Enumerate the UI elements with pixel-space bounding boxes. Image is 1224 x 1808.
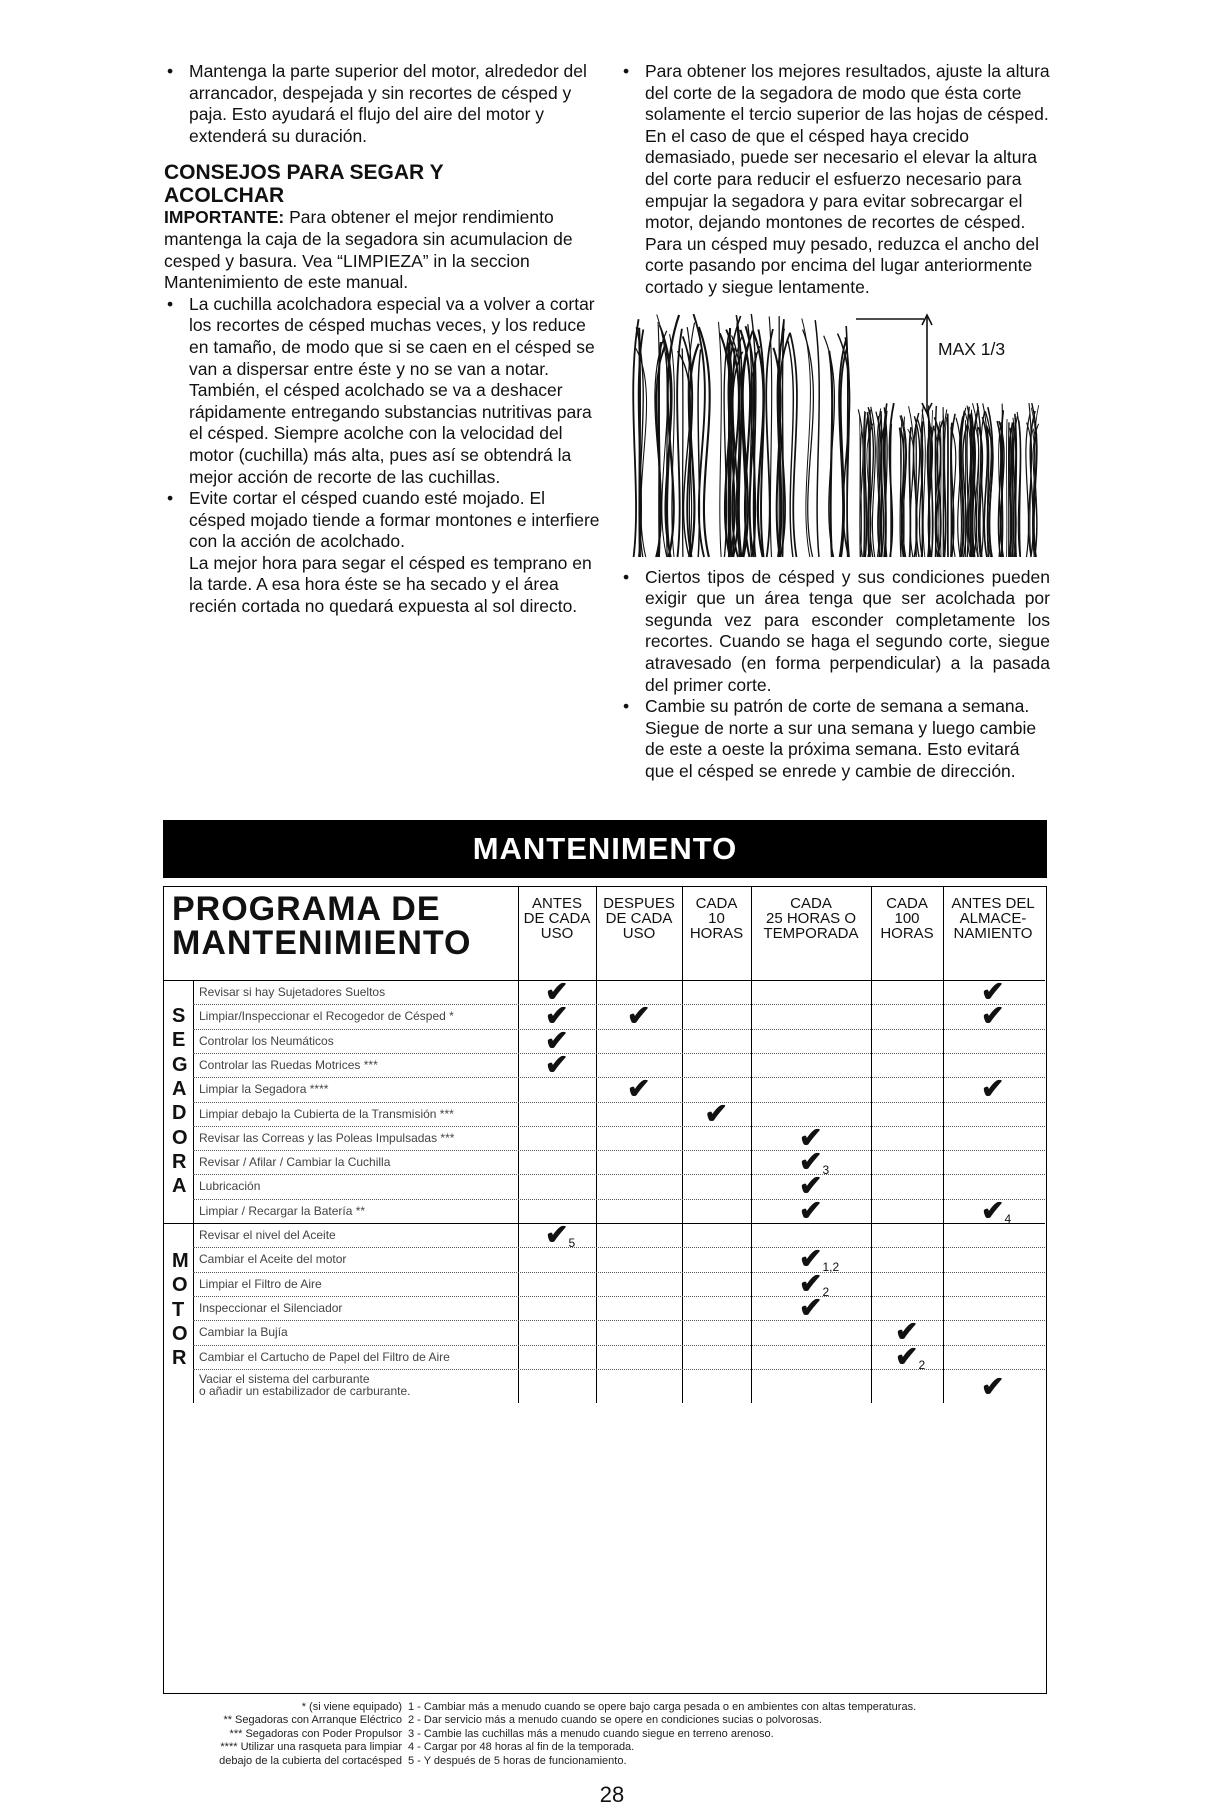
check-icon: ✔ [627,1073,650,1104]
important-text: Para obtener el mejor rendimiento mantenga la caja de la segadora sin acumulacion de cesped y basura. Vea “LIMPIEZA” in la seccion Mantenimiento de este manual. [164,207,573,292]
table-row-label: Inspeccionar el Silenciador [199,1301,342,1315]
column-header [518,896,596,941]
label-column-divider [193,980,194,1403]
group-letter: A [172,1174,186,1198]
row-divider [193,1199,1045,1200]
cut-height-bullet: • Para obtener los mejores resultados, ajuste la altura del corte de la segadora de modo que ésta corte solamente el tercio superior de las hojas de césped. En el caso de que el césped haya crecido demasiado, puede ser necesario el elevar la altura del corte para reducir el esfuerzo necesario para empujar la segadora y para evitar sobrecargar el motor, dejando montones de recortes de césped. Para un césped muy pesado, reduzca el ancho del corte pasando por encima del lugar anteriormente cortado y siegue lentamente. [620,61,1050,299]
right-column [620,61,1050,782]
column-header-line: DE CADA [596,911,682,926]
check-mark [627,1077,650,1101]
schedule-title-line-1: PROGRAMA DE [172,892,471,926]
grass-blade [815,320,819,557]
grass-blade [824,335,835,556]
row-divider [193,1077,1045,1078]
table-row-label: Controlar los Neumáticos [199,1034,334,1048]
check-mark [627,1004,650,1028]
check-mark [799,1199,822,1223]
table-row-label: Cambiar el Cartucho de Papel del Filtro de Aire [199,1350,450,1364]
schedule-title [172,892,471,960]
grass-blade [718,321,721,556]
check-icon: ✔ [627,1000,650,1031]
column-divider [751,886,752,1403]
table-row-label: Limpiar debajo la Cubierta de la Transmisión *** [199,1107,454,1121]
wet-grass-bullet: • Evite cortar el césped cuando esté mojado. El césped mojado tiende a formar montones e interfiere con la acción de acolchado. [164,488,604,553]
important-paragraph [164,207,604,293]
row-divider [193,1126,1045,1127]
check-footnote-ref: 4 [1004,1212,1011,1226]
column-header-line: NAMIENTO [943,926,1043,941]
check-icon: ✔ [981,976,1004,1007]
grass-blade [659,341,661,556]
check-footnote-ref: 1,2 [822,1260,839,1274]
column-divider [682,886,683,1403]
grass-blade [677,328,682,556]
grass-height-figure [624,307,1044,561]
column-header [682,896,751,941]
check-icon: ✔ [799,1146,822,1177]
table-row-label: Cambiar la Bujía [199,1325,288,1339]
cut-grass-blade [1026,413,1030,557]
grass-blade [639,327,640,556]
row-divider [193,1029,1045,1030]
row-divider [193,1174,1045,1175]
footnotes-left [170,1701,402,1768]
row-divider [193,1150,1045,1151]
column-header-line: HORAS [682,926,751,941]
table-row-label: Revisar las Correas y las Poleas Impulsadas *** [199,1131,454,1145]
footnote: 5 - Y después de 5 horas de funcionamiento. [408,1755,1088,1768]
footnote: 4 - Cargar por 48 horas al fin de la temporada. [408,1741,1088,1754]
group-letter: D [172,1101,186,1125]
column-divider [518,886,519,1403]
cut-grass-blade [1007,419,1008,557]
check-icon: ✔ [799,1195,822,1226]
section-banner [163,820,1047,878]
grass-blade [633,319,638,557]
check-icon: ✔ [705,1098,728,1129]
header-divider [163,980,1045,981]
page-number: 28 [0,1782,1224,1808]
table-row-label: Limpiar el Filtro de Aire [199,1277,322,1291]
important-label: IMPORTANTE: [164,207,284,227]
footnote: debajo de la cubierta del cortacésped [170,1755,402,1768]
table-row-label: Controlar las Ruedas Motrices *** [199,1058,378,1072]
column-header-line: DE CADA [518,911,596,926]
mulch-bullet: • La cuchilla acolchadora especial va a volver a cortar los recortes de césped muchas veces, y los reduce en tamaño, de modo que si se caen en el césped se van a dispersar entre éste y no se van a notar. También, el césped acolchado se va a deshacer rápidamente entregando substancias nutritivas para el césped. Siempre acolche con la velocidad del motor (cuchilla) más alta, pues así se obtendrá la mejor acción de recorte de las cuchillas. [164,294,604,488]
group-letter: O [172,1273,188,1297]
footnote: 3 - Cambie las cuchillas más a menudo cuando siegue en terreno arenoso. [408,1728,1088,1741]
table-row-label: Revisar el nivel del Aceite [199,1228,336,1242]
footnote: ** Segadoras con Arranque Eléctrico [170,1714,402,1727]
row-divider [193,1247,1045,1248]
check-mark [799,1296,822,1320]
table-row-label: Limpiar / Recargar la Batería ** [199,1204,365,1218]
check-footnote-ref: 2 [822,1285,829,1299]
check-icon: ✔ [981,1371,1004,1402]
column-header-line: CADA [751,896,871,911]
column-header-line: CADA [871,896,943,911]
group-letter: O [172,1126,188,1150]
second-pass-bullet: • Ciertos tipos de césped y sus condiciones pueden exigir que un área tenga que ser acolchada por segunda vez para esconder completamente los recortes. Cuando se haga el segundo corte, siegue atravesado (en forma perpendicular) a la pasada del primer corte. [620,567,1050,697]
footnote: * (si viene equipado) [170,1701,402,1714]
table-row-label [199,1373,410,1397]
check-icon: ✔ [545,1025,568,1056]
group-letter: G [172,1053,188,1077]
row-divider [193,1272,1045,1273]
footnotes-right [408,1701,1088,1768]
check-mark [545,1053,568,1077]
table-row-label: Revisar / Afilar / Cambiar la Cuchilla [199,1155,390,1169]
check-icon: ✔ [799,1268,822,1299]
heading-line-1: CONSEJOS PARA SEGAR Y [164,161,604,184]
best-time-paragraph: La mejor hora para segar el césped es temprano en la tarde. A esa hora éste se ha secado y el área recién cortada no quedará expuesta al sol directo. [164,553,604,618]
table-row-label-line: o añadir un estabilizador de carburante. [199,1385,410,1397]
grass-blade [787,338,793,556]
heading-line-2: ACOLCHAR [164,184,604,207]
footnote: 1 - Cambiar más a menudo cuando se opere bajo carga pesada o en ambientes con altas temperaturas. [408,1701,1088,1714]
check-footnote-ref: 5 [568,1236,575,1250]
column-header-line: 25 HORAS O [751,911,871,926]
check-mark [705,1102,728,1126]
table-row-label: Limpiar la Segadora **** [199,1082,328,1096]
group-letter: A [172,1077,186,1101]
maintenance-schedule-table [163,886,1047,1694]
check-mark [981,1077,1004,1101]
footnote: **** Utilizar una rasqueta para limpiar [170,1741,402,1754]
check-mark [545,1223,575,1255]
cut-grass-blade [881,411,882,557]
column-header [943,896,1043,941]
check-footnote-ref: 2 [918,1358,925,1372]
column-header-line: DESPUES [596,896,682,911]
schedule-title-line-2: MANTENIMIENTO [172,926,471,960]
group-letter: R [172,1150,186,1174]
column-header-line: 100 [871,911,943,926]
group-letter: S [172,1004,185,1028]
group-letter: O [172,1322,188,1346]
check-icon: ✔ [545,1000,568,1031]
cut-grass-blade [890,423,891,556]
column-header-line: USO [596,926,682,941]
cut-grass-blade [971,409,972,556]
check-icon: ✔ [545,1049,568,1080]
column-header-line: 10 [682,911,751,926]
check-footnote-ref: 3 [822,1163,829,1177]
column-header [871,896,943,941]
section-heading [164,161,604,207]
check-icon: ✔ [981,1195,1004,1226]
table-row-label: Cambiar el Aceite del motor [199,1252,346,1266]
table-row-label: Revisar si hay Sujetadores Sueltos [199,985,385,999]
row-divider [193,1053,1045,1054]
column-header-line: ANTES DEL [943,896,1043,911]
check-mark [895,1345,925,1377]
intro-bullet: • Mantenga la parte superior del motor, alrededor del arrancador, despejada y sin recortes de césped y paja. Esto ayudará el flujo del aire del motor y extenderá su duración. [164,61,604,147]
row-divider [193,1296,1045,1297]
group-letter: E [172,1028,185,1052]
group-separator [163,1223,1045,1224]
table-row-label: Limpiar/Inspeccionar el Recogedor de Césped * [199,1009,454,1023]
footnote: *** Segadoras con Poder Propulsor [170,1728,402,1741]
group-letter: T [172,1298,184,1322]
column-header [751,896,871,941]
check-icon: ✔ [895,1316,918,1347]
cut-grass-blade [970,414,971,557]
column-header-line: ANTES [518,896,596,911]
column-header-line: USO [518,926,596,941]
check-icon: ✔ [799,1170,822,1201]
column-header-line: HORAS [871,926,943,941]
check-icon: ✔ [799,1292,822,1323]
cut-grass-blade [909,427,911,557]
check-mark [981,1199,1011,1231]
column-divider [943,886,944,1403]
grass-blade [766,329,773,557]
check-mark [981,1004,1004,1028]
table-row-label: Lubricación [199,1179,260,1193]
check-mark [981,1375,1004,1399]
column-divider [871,886,872,1403]
check-icon: ✔ [799,1243,822,1274]
row-divider [193,1102,1045,1103]
column-header-line: ALMACE- [943,911,1043,926]
max-one-third-label: MAX 1/3 [938,339,1005,361]
group-letter: R [172,1346,186,1370]
group-letter: M [172,1249,189,1273]
pattern-bullet: • Cambie su patrón de corte de semana a semana. Siegue de norte a sur una semana y luego cambie de este a oeste la próxima semana. Esto evitará que el césped se enrede y cambie de dirección. [620,696,1050,782]
column-header-line: CADA [682,896,751,911]
footnote: 2 - Dar servicio más a menudo cuando se opere en condiciones sucias o polvorosas. [408,1714,1088,1727]
banner-title: MANTENIMENTO [163,820,1047,878]
check-icon: ✔ [545,976,568,1007]
check-icon: ✔ [799,1122,822,1153]
grass-blade [803,329,814,557]
table-row-label-line: Vaciar el sistema del carburante [199,1373,410,1385]
check-icon: ✔ [981,1073,1004,1104]
check-icon: ✔ [981,1000,1004,1031]
row-divider [193,1004,1045,1005]
check-icon: ✔ [895,1341,918,1372]
check-icon: ✔ [545,1219,568,1250]
column-header [596,896,682,941]
column-divider [596,886,597,1403]
left-column [164,61,604,618]
column-header-line: TEMPORADA [751,926,871,941]
grass-blade [682,348,683,557]
